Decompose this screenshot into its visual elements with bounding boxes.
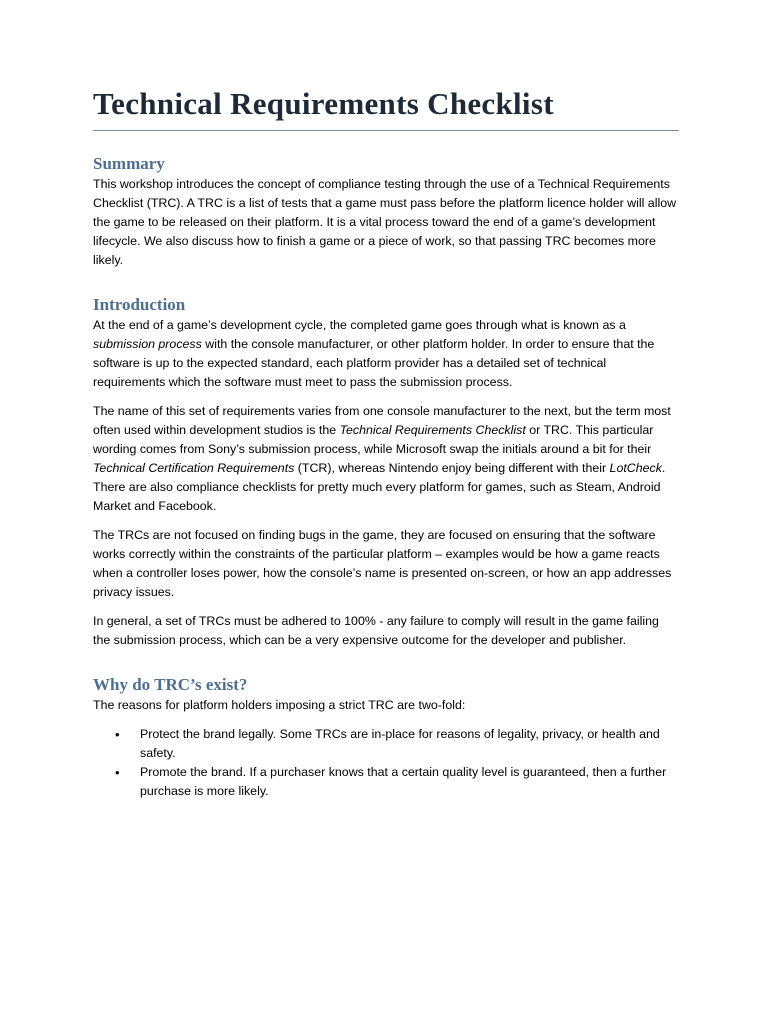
- introduction-paragraph-3: The TRCs are not focused on finding bugs in the game, they are focused on ensuring that the software works correctly within the constraints of the particular platform – examples would be how a game reacts when a controller loses power, how the console’s name is presented on-screen, or how an app addresses privacy issues.: [93, 528, 672, 599]
- summary-paragraph: This workshop introduces the concept of compliance testing through the use of a Technical Requirements Checklist (TRC). A TRC is a list of tests that a game must pass before the platform licence holder will allow the game to be released on their platform. It is a vital process toward the end of a game’s development lifecycle. We also discuss how to finish a game or a piece of work, so that passing TRC becomes more likely.: [93, 177, 677, 267]
- page-title: Technical Requirements Checklist: [93, 84, 679, 131]
- list-item-text: Protect the brand legally. Some TRCs are in-place for reasons of legality, privacy, or health and safety.: [140, 727, 660, 760]
- intro-p1-text-b: with the console manufacturer, or other platform holder. In order to ensure that the software is up to the expected standard, each platform provider has a detailed set of technical requirements which the software must meet to pass the submission process.: [93, 337, 655, 389]
- intro-p1-emphasis: submission process: [93, 337, 202, 351]
- intro-p2-text-b: or TRC. This particular wording comes from Sony’s submission process, while Microsoft swap the initials around a bit for their: [93, 423, 654, 456]
- introduction-paragraph-1: [93, 316, 678, 392]
- why-bullet-list: [93, 725, 678, 801]
- intro-p2-emphasis-2: Technical Certification Requirements: [93, 461, 295, 475]
- intro-p2-emphasis-3: LotCheck: [609, 461, 662, 475]
- intro-p1-text-a: At the end of a game’s development cycle, the completed game goes through what is known as a: [93, 318, 626, 332]
- intro-p2-emphasis-1: Technical Requirements Checklist: [339, 423, 526, 437]
- bullet-icon: •: [115, 727, 120, 742]
- why-intro-paragraph: The reasons for platform holders imposing a strict TRC are two-fold:: [93, 698, 466, 712]
- list-item: [93, 725, 678, 763]
- why-heading: Why do TRC’s exist?: [93, 675, 248, 694]
- introduction-paragraph-4: In general, a set of TRCs must be adhered to 100% - any failure to comply will result in the game failing the submission process, which can be a very expensive outcome for the developer and publisher.: [93, 614, 659, 647]
- list-item-text: Promote the brand. If a purchaser knows that a certain quality level is guaranteed, then a further purchase is more likely.: [140, 765, 667, 798]
- introduction-heading: Introduction: [93, 295, 186, 314]
- intro-p2-text-a: The name of this set of requirements varies from one console manufacturer to the next, but the term most often used within development studios is the: [93, 404, 671, 437]
- bullet-icon: •: [115, 765, 120, 780]
- list-item: [93, 763, 678, 801]
- summary-heading: Summary: [93, 154, 165, 173]
- intro-p2-text-d: . There are also compliance checklists for pretty much every platform for games, such as Steam, Android Market and Facebook.: [93, 461, 666, 513]
- introduction-paragraph-2: [93, 402, 678, 516]
- intro-p2-text-c: (TCR), whereas Nintendo enjoy being different with their: [294, 461, 610, 475]
